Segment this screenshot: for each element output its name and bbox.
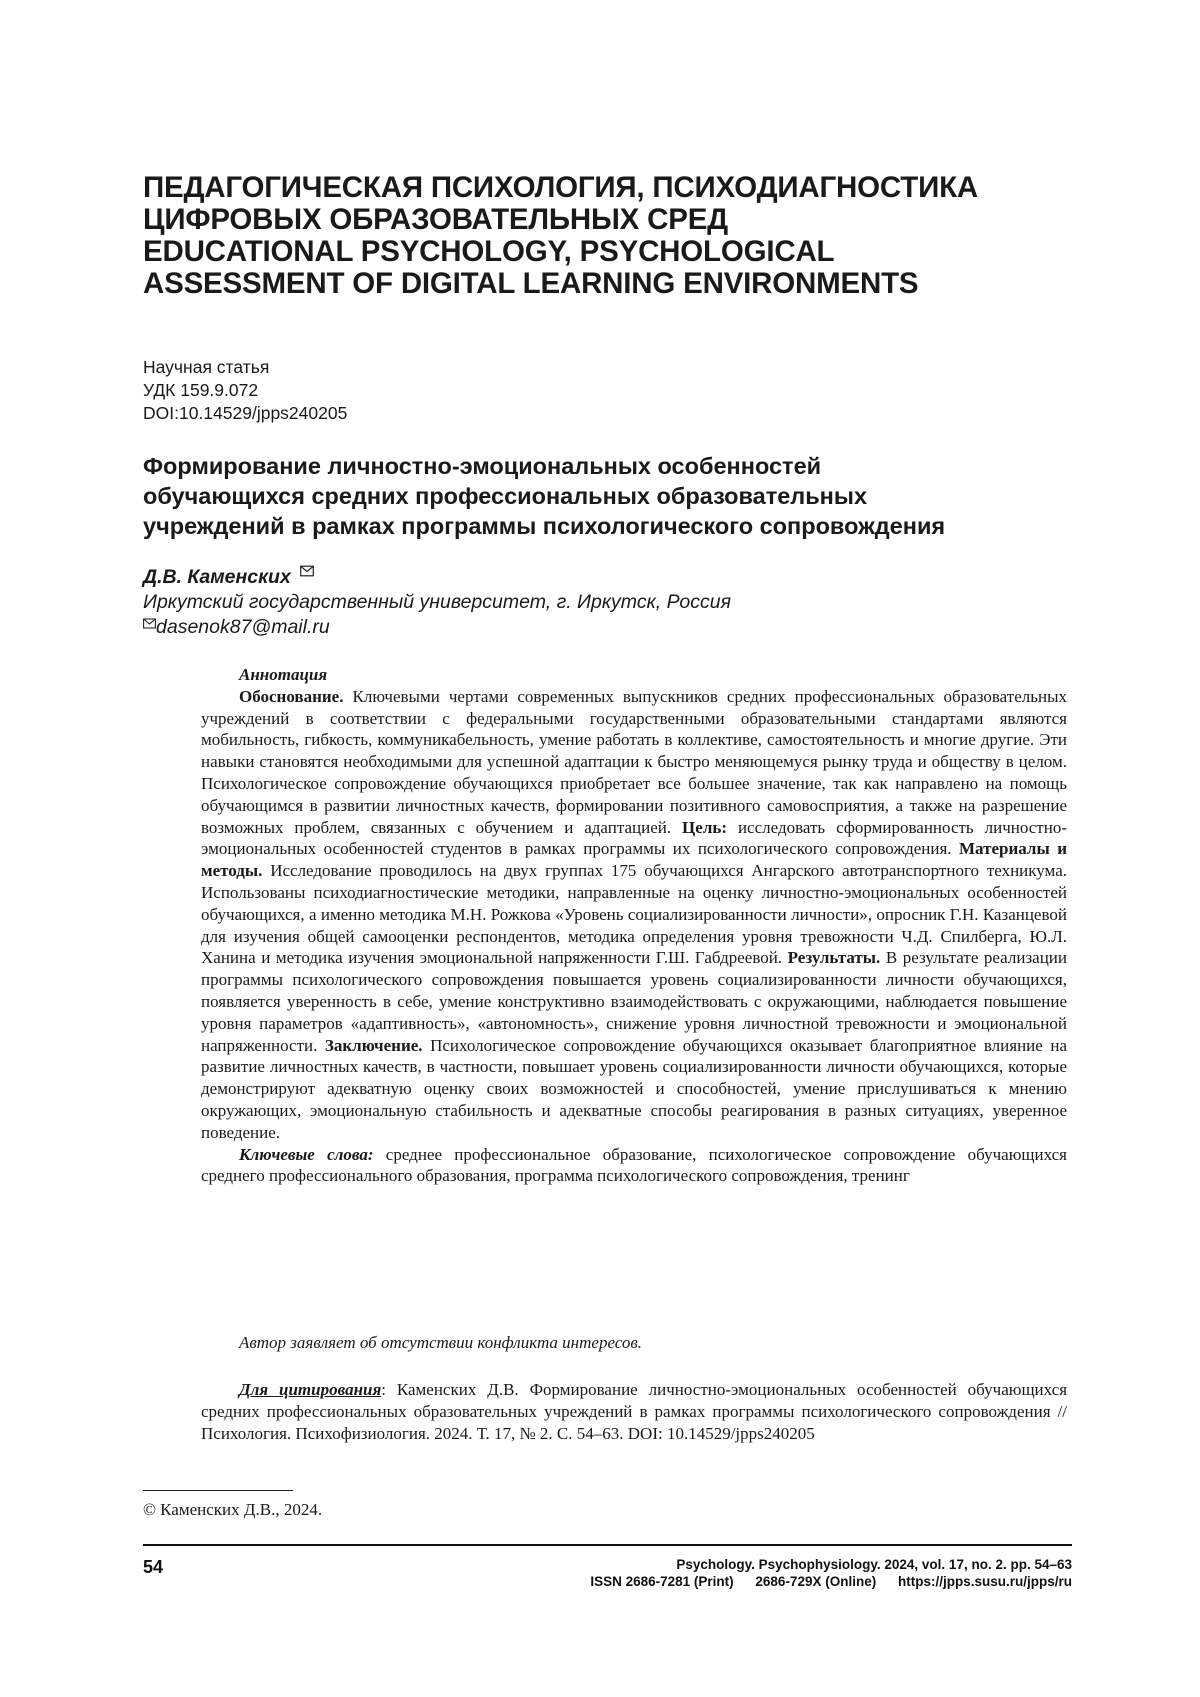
- section-title: [143, 172, 1073, 300]
- page-number: 54: [143, 1557, 164, 1577]
- footnote-divider: [143, 1490, 293, 1491]
- copyright: © Каменских Д.В., 2024.: [143, 1500, 323, 1519]
- section-title-line: ASSESSMENT OF DIGITAL LEARNING ENVIRONMENTS: [143, 267, 919, 300]
- author-email[interactable]: dasenok87@mail.ru: [156, 616, 330, 638]
- background-text: Ключевыми чертами современных выпускников средних профессиональных образовательных учреждений в соответствии с федеральными государственными образовательными стандартами являются мобильность, гибкость, коммуникабельность, умение работать в коллективе, самостоятельность и многие другие. Эти навыки становятся необходимыми для успешной адаптации к быстро меняющемуся рынку труда и обществу в целом. Психологическое сопровождение обучающихся приобретает все большее значение, так как направлено на помощь обучающимся в развитии личностных качеств, формировании позитивного самовосприятия, а также на разрешение возможных проблем, связанных с обучением и адаптацией.: [201, 686, 1067, 837]
- envelope-icon: [300, 565, 314, 577]
- aim-label: Цель:: [682, 817, 728, 837]
- conflict-statement: Автор заявляет об отсутствии конфликта интересов.: [239, 1333, 643, 1352]
- keywords-text: среднее профессиональное образование, психологическое сопровождение обучающихся среднего профессионального образования, программа психологического сопровождения, тренинг: [201, 1144, 1067, 1186]
- issn-line: [590, 1573, 1072, 1590]
- keywords-label: Ключевые слова:: [239, 1144, 374, 1164]
- section-title-line: ПЕДАГОГИЧЕСКАЯ ПСИХОЛОГИЯ, ПСИХОДИАГНОСТИКА: [143, 171, 979, 204]
- article-type: Научная статья: [143, 357, 270, 377]
- aim-text: исследовать сформированность личностно-эмоциональных особенностей студентов в рамках программы их психологического сопровождения.: [201, 817, 1067, 859]
- keywords: [201, 1144, 1067, 1188]
- author-name: Д.В. Каменских: [143, 566, 291, 588]
- section-title-line: EDUCATIONAL PSYCHOLOGY, PSYCHOLOGICAL: [143, 235, 835, 268]
- results-text: В результате реализации программы психологического сопровождения повышается уровень социализированности личности обучающихся, появляется уверенность в себе, умение конструктивно взаимодействовать с окружающими, наблюдается повышение уровня параметров «адаптивность», «автономность», снижение уровня личностной тревожности и эмоциональной напряженности.: [201, 948, 1068, 1055]
- journal-citation: Psychology. Psychophysiology. 2024, vol. 17, no. 2. pp. 54–63: [676, 1557, 1072, 1572]
- citation-text: : Каменских Д.В. Формирование личностно-эмоциональных особенностей обучающихся средних профессиональных образовательных учреждений в рамках программы психологического сопровождения // Психология. Психофизиология. 2024. Т. 17, № 2. С. 54–63. DOI: 10.14529/jpps240205: [201, 1380, 1068, 1443]
- abstract-heading: Аннотация: [239, 665, 328, 684]
- article-title-line: обучающихся средних профессиональных образовательных: [143, 483, 868, 509]
- envelope-icon: [143, 618, 156, 629]
- author-block: [143, 565, 731, 640]
- udc-code: УДК 159.9.072: [143, 380, 259, 400]
- methods-label: Материалы и методы.: [201, 839, 1067, 881]
- article-title: [143, 451, 1073, 541]
- article-meta: [143, 356, 347, 425]
- issn-online: 2686-729X (Online): [755, 1574, 877, 1589]
- article-title-line: учреждений в рамках программы психологического сопровождения: [143, 513, 946, 539]
- conclusion-label: Заключение.: [324, 1035, 423, 1055]
- author-affiliation: Иркутский государственный университет, г. Иркутск, Россия: [143, 591, 731, 613]
- article-title-line: Формирование личностно-эмоциональных особенностей: [143, 453, 822, 479]
- citation: [201, 1379, 1067, 1445]
- abstract: [201, 664, 1067, 1187]
- methods-text: Исследование проводилось на двух группах 175 обучающихся Ангарского автотранспортного техникума. Использованы психодиагностические методики, направленные на оценку личностно-эмоциональных особенностей обучающихся, а именно методика М.Н. Рожкова «Уровень социализированности личности», опросник Г.Н. Казанцевой для изучения общей самооценки респондентов, методика определения уровня тревожности Ч.Д. Спилберга, Ю.Л. Ханина и методика изучения эмоциональной напряженности Г.Ш. Габдреевой.: [201, 861, 1067, 968]
- issn-print: ISSN 2686-7281 (Print): [590, 1574, 734, 1589]
- citation-label: Для цитирования: [239, 1380, 382, 1399]
- journal-url[interactable]: https://jpps.susu.ru/jpps/ru: [897, 1574, 1072, 1589]
- section-title-line: ЦИФРОВЫХ ОБРАЗОВАТЕЛЬНЫХ СРЕД: [143, 203, 728, 236]
- doi: DOI:10.14529/jpps240205: [143, 403, 348, 423]
- journal-footer: [590, 1556, 1072, 1590]
- background-label: Обоснование.: [239, 686, 344, 706]
- conclusion-text: Психологическое сопровождение обучающихся оказывает благоприятное влияние на развитие личностных качеств, в частности, повышает уровень социализированности личности обучающихся, которые демонстрируют адекватную оценку своих возможностей и способностей, умение прислушиваться к мнению окружающих, эмоциональную стабильность и адекватные способы реагирования в разных ситуациях, уверенное поведение.: [201, 1035, 1068, 1142]
- footer-divider: [143, 1544, 1072, 1546]
- abstract-body: [201, 686, 1067, 1144]
- results-label: Результаты.: [787, 948, 881, 968]
